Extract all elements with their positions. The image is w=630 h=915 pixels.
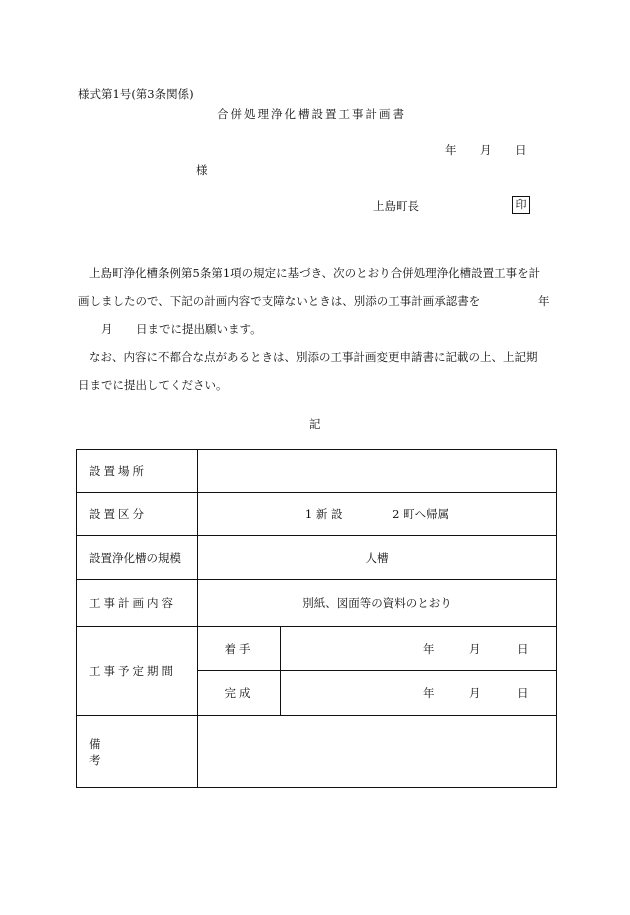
row-start xyxy=(77,627,557,671)
plan-label: 工事計画内容 xyxy=(77,580,198,627)
start-month: 月 xyxy=(469,641,481,656)
body-line-2: 画しましたので、下記の計画内容で支障ないときは、別添の工事計画承認書を xyxy=(78,294,481,308)
date-month-label: 月 xyxy=(480,143,492,157)
finish-month: 月 xyxy=(469,686,481,700)
body-line-3-month: 月 xyxy=(101,322,113,336)
body-line-4: なお、内容に不都合な点があるときは、別添の工事計画変更申請書に記載の上、上記期 xyxy=(89,350,538,364)
category-option-new: 1 新 設 xyxy=(304,507,343,521)
body-line-3-rest: 日までに提出願います。 xyxy=(136,322,262,336)
location-value[interactable] xyxy=(198,450,557,493)
plan-table xyxy=(76,449,557,788)
scale-label: 設置浄化槽の規模 xyxy=(77,536,198,580)
row-location xyxy=(77,450,557,493)
scale-value[interactable]: 人槽 xyxy=(198,536,557,580)
start-date[interactable] xyxy=(281,627,557,671)
body-line-2-year: 年 xyxy=(538,294,550,308)
schedule-label: 工事予定期間 xyxy=(77,627,198,716)
body-line-5: 日までに提出してください。 xyxy=(78,378,228,392)
finish-year: 年 xyxy=(423,686,435,700)
start-year: 年 xyxy=(423,641,435,656)
location-label: 設置場所 xyxy=(77,450,198,493)
date-year-label: 年 xyxy=(445,143,457,157)
row-remarks xyxy=(77,716,557,788)
form-number: 様式第1号(第3条関係) xyxy=(78,87,194,101)
category-value[interactable] xyxy=(198,493,557,536)
category-label: 設置区分 xyxy=(77,493,198,536)
body-line-1: 上島町浄化槽条例第5条第1項の規定に基づき、次のとおり合併処理浄化槽設置工事を計 xyxy=(89,266,541,280)
row-scale xyxy=(77,536,557,580)
ki-heading: 記 xyxy=(309,417,321,431)
finish-day: 日 xyxy=(517,686,529,700)
issuer-title: 上島町長 xyxy=(373,199,419,213)
row-plan xyxy=(77,580,557,627)
plan-value: 別紙、図面等の資料のとおり xyxy=(198,580,557,627)
category-option-transfer: 2 町へ帰属 xyxy=(392,507,450,521)
remarks-label: 備考 xyxy=(77,716,198,788)
date-day-label: 日 xyxy=(515,143,527,157)
remarks-value[interactable] xyxy=(198,716,557,788)
finish-label: 完成 xyxy=(198,671,281,716)
row-category xyxy=(77,493,557,536)
document-title: 合併処理浄化槽設置工事計画書 xyxy=(217,107,406,121)
seal-mark: 印 xyxy=(512,196,530,214)
finish-date[interactable] xyxy=(281,671,557,716)
addressee-suffix: 様 xyxy=(196,163,208,177)
start-label: 着手 xyxy=(198,627,281,671)
start-day: 日 xyxy=(517,641,529,656)
